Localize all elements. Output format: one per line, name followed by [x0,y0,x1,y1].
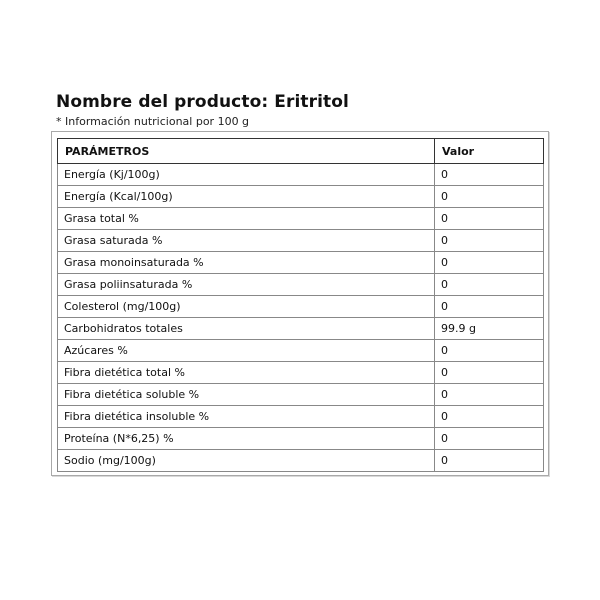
value-cell: 0 [435,362,544,384]
table-row [58,428,544,450]
parameter-cell: Fibra dietética total % [58,362,435,384]
value-cell: 0 [435,296,544,318]
parameter-cell: Fibra dietética soluble % [58,384,435,406]
header-parameters: PARÁMETROS [58,139,435,164]
parameter-cell: Proteína (N*6,25) % [58,428,435,450]
parameter-cell: Colesterol (mg/100g) [58,296,435,318]
value-cell: 0 [435,252,544,274]
parameter-cell: Grasa poliinsaturada % [58,274,435,296]
table-row [58,384,544,406]
value-cell: 0 [435,164,544,186]
value-cell: 0 [435,384,544,406]
parameter-cell: Grasa saturada % [58,230,435,252]
value-cell: 0 [435,450,544,472]
table-row [58,252,544,274]
header-value: Valor [435,139,544,164]
value-cell: 0 [435,428,544,450]
parameter-cell: Carbohidratos totales [58,318,435,340]
parameter-cell: Sodio (mg/100g) [58,450,435,472]
table-row [58,362,544,384]
parameter-cell: Fibra dietética insoluble % [58,406,435,428]
nutrition-table [57,138,544,472]
parameter-cell: Energía (Kj/100g) [58,164,435,186]
table-row [58,208,544,230]
value-cell: 99.9 g [435,318,544,340]
table-row [58,186,544,208]
table-header-row [58,139,544,164]
parameter-cell: Grasa total % [58,208,435,230]
value-cell: 0 [435,274,544,296]
table-row [58,296,544,318]
value-cell: 0 [435,340,544,362]
value-cell: 0 [435,208,544,230]
nutrition-note: * Información nutricional por 100 g [56,115,250,128]
table-row [58,340,544,362]
nutrition-table-frame [51,131,549,476]
table-row [58,164,544,186]
table-row [58,450,544,472]
value-cell: 0 [435,230,544,252]
product-title: Nombre del producto: Eritritol [56,92,349,112]
parameter-cell: Grasa monoinsaturada % [58,252,435,274]
parameter-cell: Azúcares % [58,340,435,362]
value-cell: 0 [435,406,544,428]
value-cell: 0 [435,186,544,208]
table-row [58,230,544,252]
table-row [58,406,544,428]
table-row [58,274,544,296]
parameter-cell: Energía (Kcal/100g) [58,186,435,208]
table-row [58,318,544,340]
